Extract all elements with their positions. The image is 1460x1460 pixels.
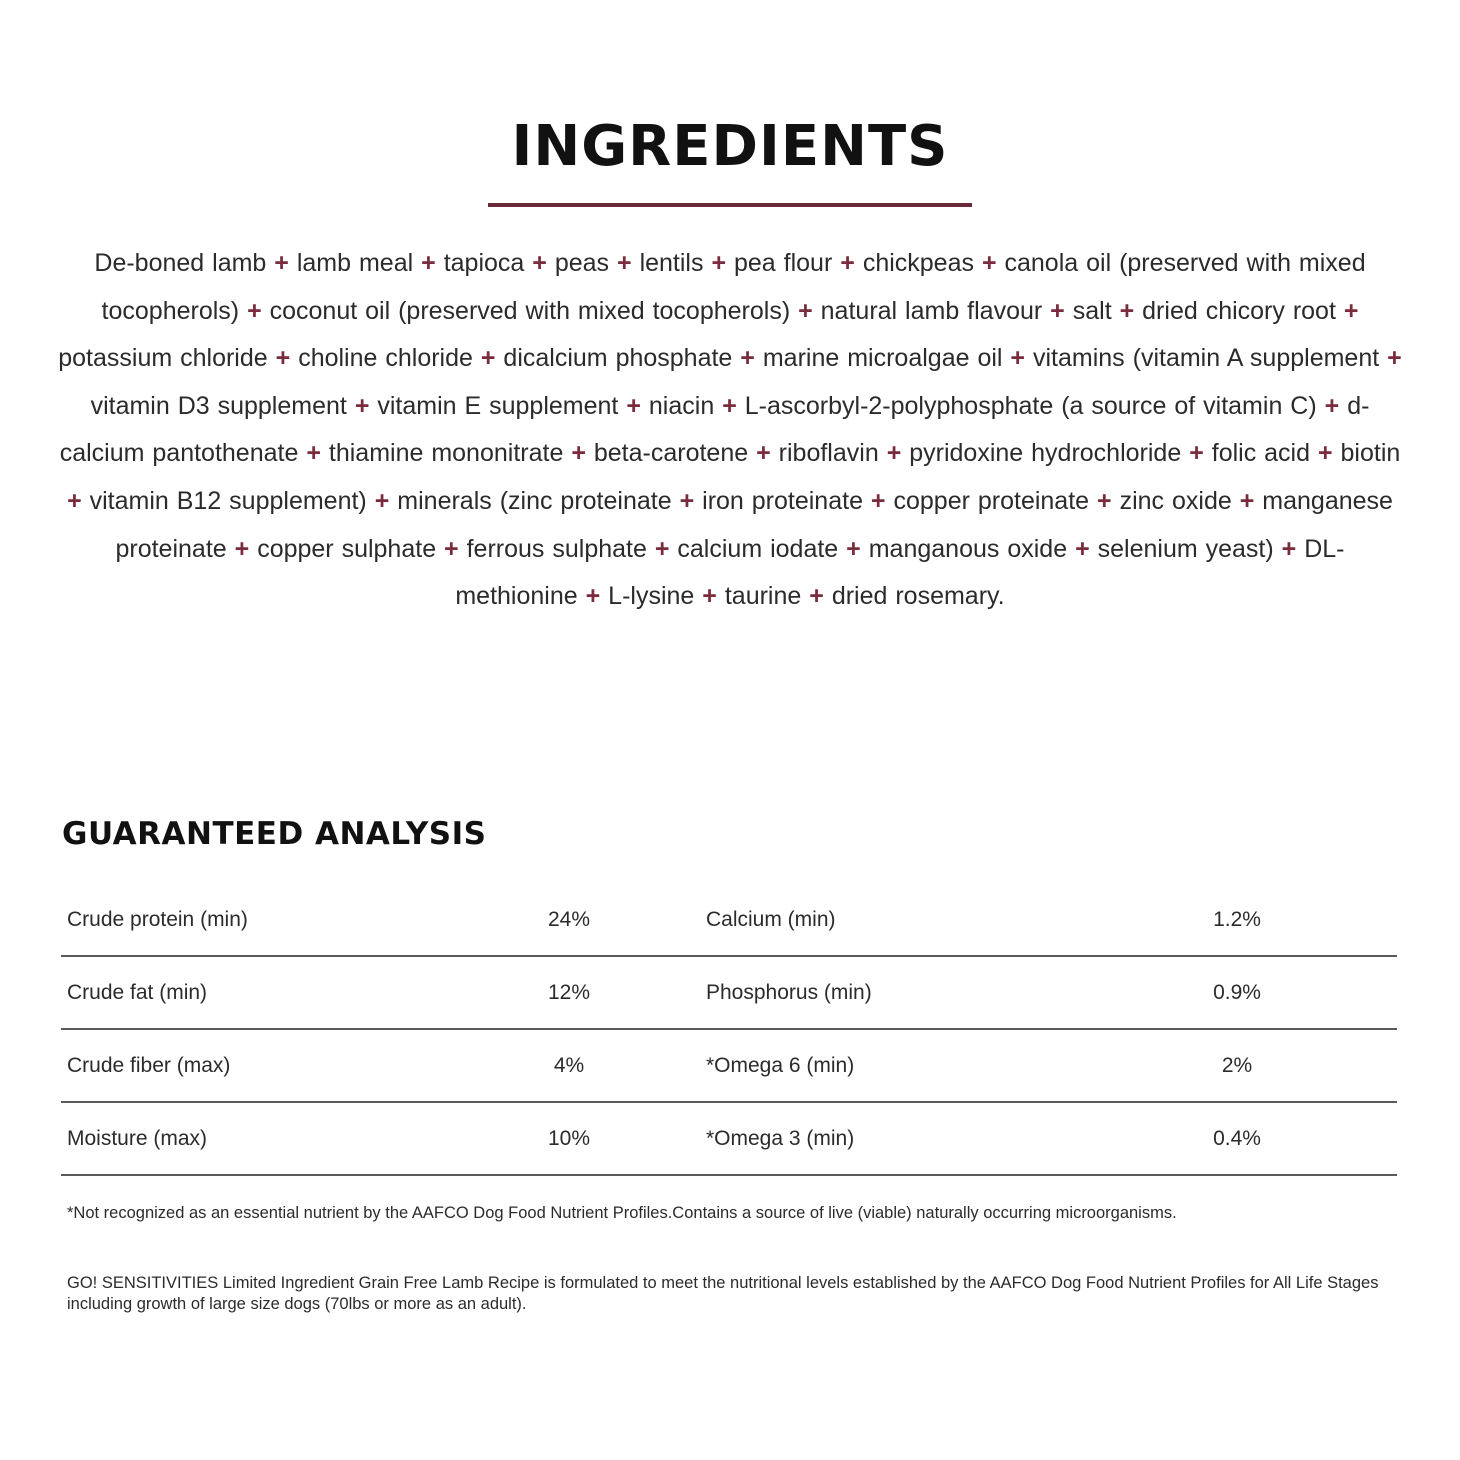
ingredient-item: d-calcium pantothenate — [59, 391, 1370, 468]
ingredient-item: zinc oxide — [1119, 486, 1232, 515]
plus-separator: + — [740, 344, 755, 373]
nutrient-value: 0.9% — [1213, 981, 1261, 1004]
ingredient-item: choline chloride — [298, 344, 473, 373]
plus-separator: + — [1097, 486, 1112, 515]
ingredient-item: vitamin D3 supplement — [90, 391, 347, 420]
plus-separator: + — [756, 439, 771, 468]
ingredient-item: ferrous sulphate — [466, 534, 647, 563]
plus-separator: + — [617, 249, 632, 277]
plus-separator: + — [354, 391, 370, 420]
ingredient-item: coconut oil (preserved with mixed tocopherols) — [269, 296, 791, 325]
nutrient-label: Phosphorus (min) — [706, 981, 872, 1004]
plus-separator: + — [722, 391, 737, 420]
ingredient-item: chickpeas — [862, 249, 974, 277]
ingredient-item: De-boned lamb — [94, 249, 267, 277]
plus-separator: + — [1343, 296, 1359, 325]
plus-separator: + — [626, 391, 641, 420]
plus-separator: + — [275, 344, 291, 373]
plus-separator: + — [444, 534, 459, 563]
plus-separator: + — [846, 534, 861, 563]
ingredient-item: riboflavin — [778, 439, 879, 468]
plus-separator: + — [421, 249, 436, 277]
plus-separator: + — [1317, 439, 1333, 468]
plus-separator: + — [374, 486, 390, 515]
nutrient-label: Moisture (max) — [67, 1127, 208, 1150]
table-row — [61, 1103, 1397, 1176]
ingredient-item: biotin — [1340, 439, 1401, 468]
table-row — [61, 1030, 1397, 1103]
ingredient-item: tapioca — [443, 249, 525, 277]
plus-separator: + — [274, 249, 289, 277]
ingredient-item: L-lysine — [608, 582, 695, 611]
nutrient-value: 2% — [1221, 1054, 1253, 1077]
ingredient-item: dicalcium phosphate — [503, 344, 733, 373]
plus-separator: + — [809, 582, 824, 611]
omega-footnote: *Not recognized as an essential nutrient by the AAFCO Dog Food Nutrient Profiles.Contains a source of live (viable) naturally occurring microorganisms. — [67, 1204, 1177, 1222]
ingredient-item: vitamin B12 supplement) — [89, 486, 367, 515]
ingredient-item: folic acid — [1211, 439, 1311, 468]
plus-separator: + — [711, 249, 727, 277]
nutrient-value: 24% — [547, 908, 591, 931]
plus-separator: + — [1189, 439, 1204, 468]
ingredient-item: pea flour — [734, 249, 833, 277]
ingredient-item: manganous oxide — [868, 534, 1068, 563]
guaranteed-analysis-title: GUARANTEED ANALYSIS — [62, 816, 487, 852]
plus-separator: + — [1387, 344, 1402, 373]
ingredient-item: L-ascorbyl-2-polyphosphate (a source of vitamin C) — [744, 391, 1317, 420]
plus-separator: + — [1010, 344, 1026, 373]
ingredient-item: dried rosemary. — [831, 582, 1005, 611]
ingredient-item: lamb meal — [296, 249, 414, 277]
plus-separator: + — [1281, 534, 1297, 563]
plus-separator: + — [654, 534, 670, 563]
nutrient-label: Calcium (min) — [706, 908, 836, 931]
plus-separator: + — [571, 439, 586, 468]
plus-separator: + — [532, 249, 547, 277]
nutrient-label: Crude protein (min) — [67, 908, 248, 931]
ingredient-item: calcium iodate — [677, 534, 839, 563]
plus-separator: + — [1239, 486, 1255, 515]
ingredient-item: minerals (zinc proteinate — [397, 486, 672, 515]
ingredient-item: DL-methionine — [455, 534, 1345, 611]
plus-separator: + — [870, 486, 886, 515]
ingredient-item: selenium yeast) — [1097, 534, 1274, 563]
ingredient-item: vitamins (vitamin A supplement — [1032, 344, 1380, 373]
ingredient-item: canola oil (preserved with mixed tocopherols) — [101, 249, 1366, 325]
ingredient-item: lentils — [639, 249, 704, 277]
ingredient-item: natural lamb flavour — [820, 296, 1043, 325]
ingredient-item: salt — [1072, 296, 1112, 325]
plus-separator: + — [798, 296, 813, 325]
ingredient-item: vitamin E supplement — [377, 391, 619, 420]
plus-separator: + — [247, 296, 262, 325]
nutrient-label: *Omega 6 (min) — [706, 1054, 855, 1077]
plus-separator: + — [306, 439, 321, 468]
table-row — [61, 957, 1397, 1030]
plus-separator: + — [1050, 296, 1065, 325]
plus-separator: + — [1324, 391, 1340, 420]
table-row — [61, 884, 1397, 957]
nutrient-value: 0.4% — [1213, 1127, 1261, 1150]
nutrient-value: 10% — [547, 1127, 591, 1150]
analysis-table — [61, 884, 1397, 1176]
nutrient-label: Crude fat (min) — [67, 981, 208, 1004]
ingredient-item: pyridoxine hydrochloride — [909, 439, 1182, 468]
ingredients-title: INGREDIENTS — [511, 114, 949, 179]
ingredient-item: thiamine mononitrate — [328, 439, 564, 468]
plus-separator: + — [67, 486, 82, 515]
ingredient-item: manganese proteinate — [115, 486, 1393, 563]
ingredient-item: peas — [554, 249, 610, 277]
ingredient-item: potassium chloride — [58, 344, 268, 373]
ingredient-item: taurine — [724, 582, 802, 611]
plus-separator: + — [981, 249, 997, 277]
plus-separator: + — [679, 486, 695, 515]
plus-separator: + — [886, 439, 902, 468]
plus-separator: + — [702, 582, 717, 611]
plus-separator: + — [1075, 534, 1090, 563]
ingredient-item: iron proteinate — [702, 486, 863, 515]
ingredient-item: copper proteinate — [893, 486, 1090, 515]
plus-separator: + — [234, 534, 250, 563]
ingredient-item: niacin — [648, 391, 715, 420]
ingredient-item: marine microalgae oil — [762, 344, 1003, 373]
ingredient-item: copper sulphate — [257, 534, 437, 563]
ingredient-item: beta-carotene — [593, 439, 749, 468]
nutrient-value: 1.2% — [1213, 908, 1261, 931]
nutrient-value: 4% — [553, 1054, 585, 1077]
nutrient-label: *Omega 3 (min) — [706, 1127, 855, 1150]
nutrient-label: Crude fiber (max) — [67, 1054, 231, 1077]
nutrient-value: 12% — [547, 981, 591, 1004]
plus-separator: + — [840, 249, 855, 277]
plus-separator: + — [1119, 296, 1135, 325]
aafco-statement: GO! SENSITIVITIES Limited Ingredient Grain Free Lamb Recipe is formulated to meet the nutritional levels established by the AAFCO Dog Food Nutrient Profiles for All Life Stages including growth of large size dogs (70lbs or more as an adult). — [67, 1274, 1379, 1313]
ingredient-item: dried chicory root — [1142, 296, 1336, 325]
plus-separator: + — [585, 582, 601, 611]
ingredients-list — [56, 240, 1404, 621]
title-divider — [488, 203, 972, 207]
plus-separator: + — [480, 344, 496, 373]
